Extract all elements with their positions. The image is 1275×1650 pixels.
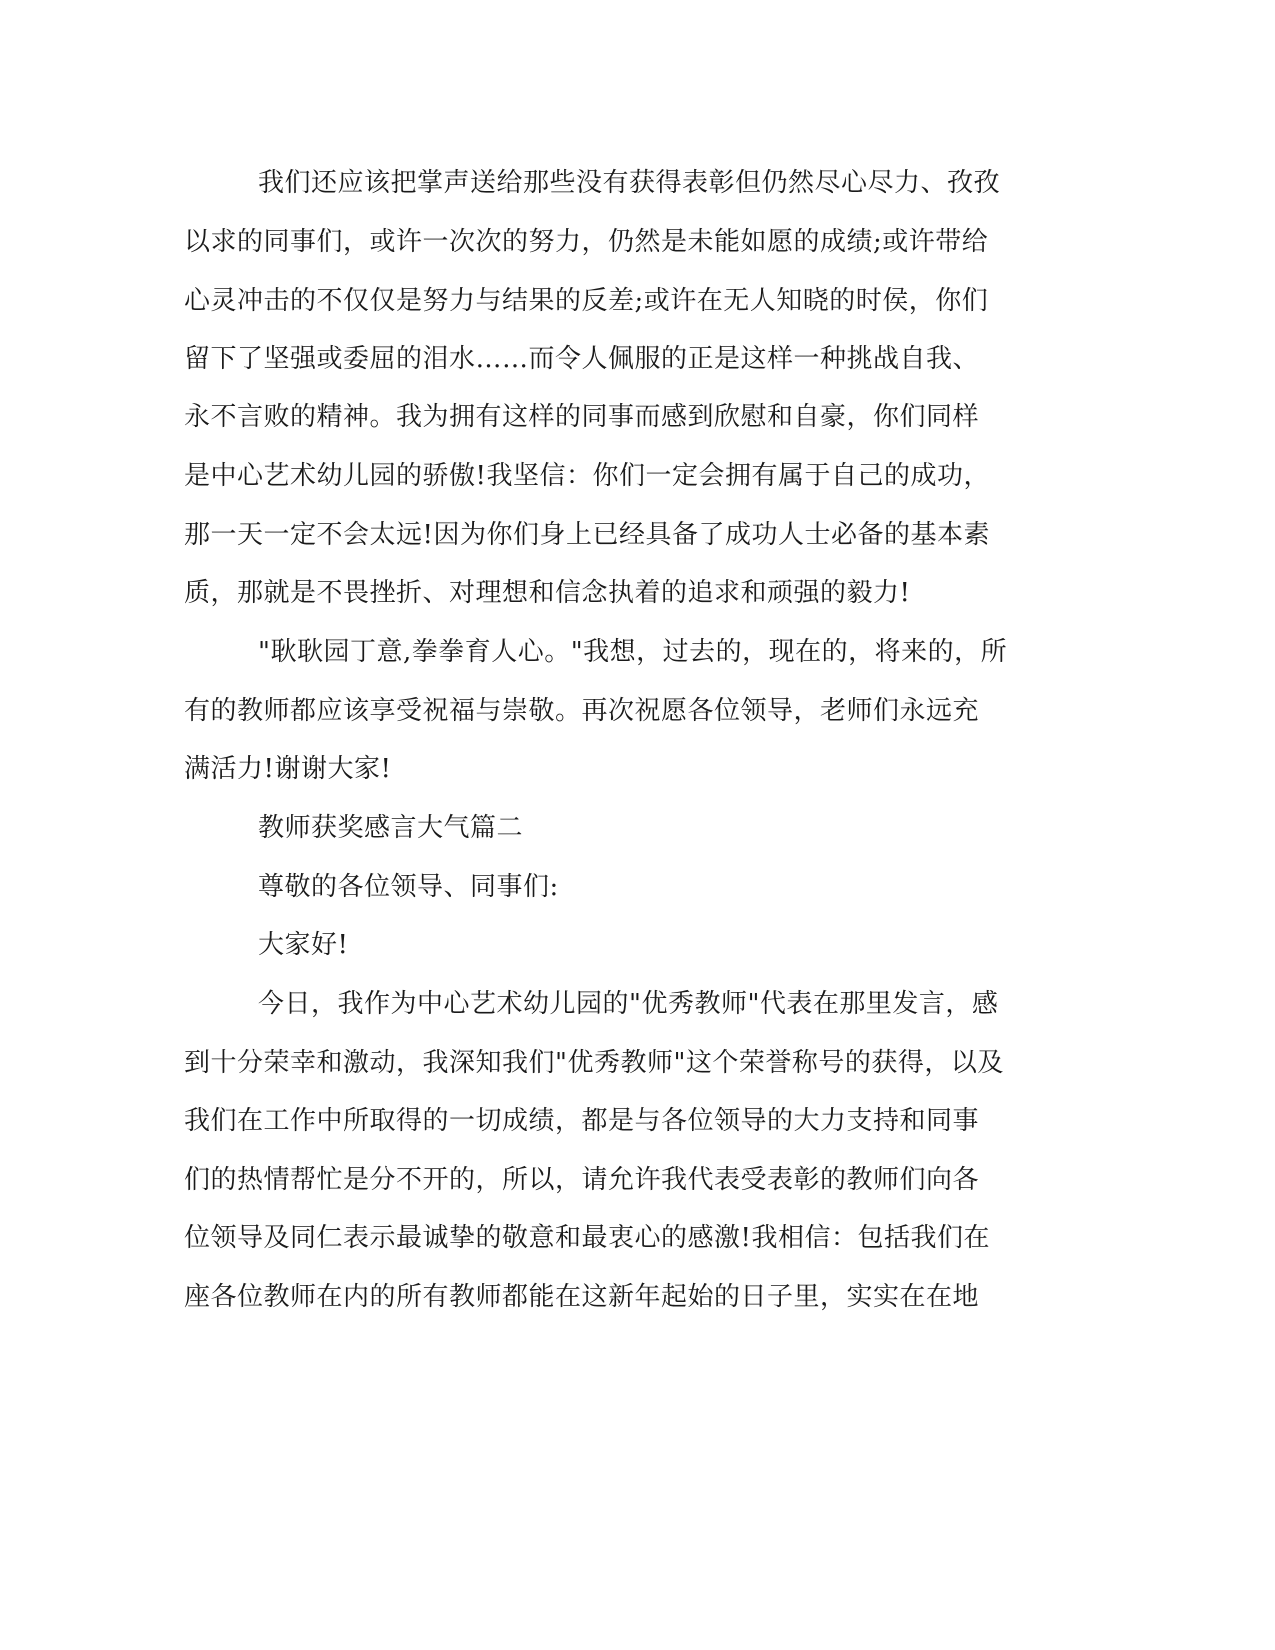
paragraph-line: 座各位教师在内的所有教师都能在这新年起始的日子里，实实在在地 (184, 1282, 980, 1312)
paragraph-line: 我们在工作中所取得的一切成绩，都是与各位领导的大力支持和同事 (184, 1106, 980, 1136)
paragraph-line: 有的教师都应该享受祝福与崇敬。再次祝愿各位领导，老师们永远充 (184, 696, 980, 726)
paragraph-line: 们的热情帮忙是分不开的，所以，请允许我代表受表彰的教师们向各 (184, 1165, 980, 1195)
paragraph-line: 质，那就是不畏挫折、对理想和信念执着的追求和顽强的毅力! (184, 578, 911, 608)
greeting: 大家好! (258, 930, 349, 960)
paragraph-line: 永不言败的精神。我为拥有这样的同事而感到欣慰和自豪，你们同样 (184, 402, 980, 432)
salutation: 尊敬的各位领导、同事们: (258, 872, 559, 902)
section-heading: 教师获奖感言大气篇二 (258, 813, 524, 843)
paragraph-line: 满活力!谢谢大家! (184, 754, 392, 784)
paragraph-line: 留下了坚强或委屈的泪水……而令人佩服的正是这样一种挑战自我、 (184, 344, 980, 374)
paragraph-line: 今日，我作为中心艺术幼儿园的"优秀教师"代表在那里发言，感 (258, 989, 999, 1019)
paragraph-line: 我们还应该把掌声送给那些没有获得表彰但仍然尽心尽力、孜孜 (258, 168, 1001, 198)
paragraph-line: "耿耿园丁意,拳拳育人心。"我想，过去的，现在的，将来的，所 (258, 637, 1008, 667)
paragraph-line: 到十分荣幸和激动，我深知我们"优秀教师"这个荣誉称号的获得，以及 (184, 1048, 1004, 1078)
paragraph-line: 位领导及同仁表示最诚挚的敬意和最衷心的感激!我相信：包括我们在 (184, 1223, 990, 1253)
paragraph-line: 那一天一定不会太远!因为你们身上已经具备了成功人士必备的基本素 (184, 520, 990, 550)
paragraph-line: 是中心艺术幼儿园的骄傲!我坚信：你们一定会拥有属于自己的成功， (184, 461, 990, 491)
paragraph-line: 以求的同事们，或许一次次的努力，仍然是未能如愿的成绩;或许带给 (184, 227, 989, 257)
paragraph-line: 心灵冲击的不仅仅是努力与结果的反差;或许在无人知晓的时侯，你们 (184, 286, 989, 316)
